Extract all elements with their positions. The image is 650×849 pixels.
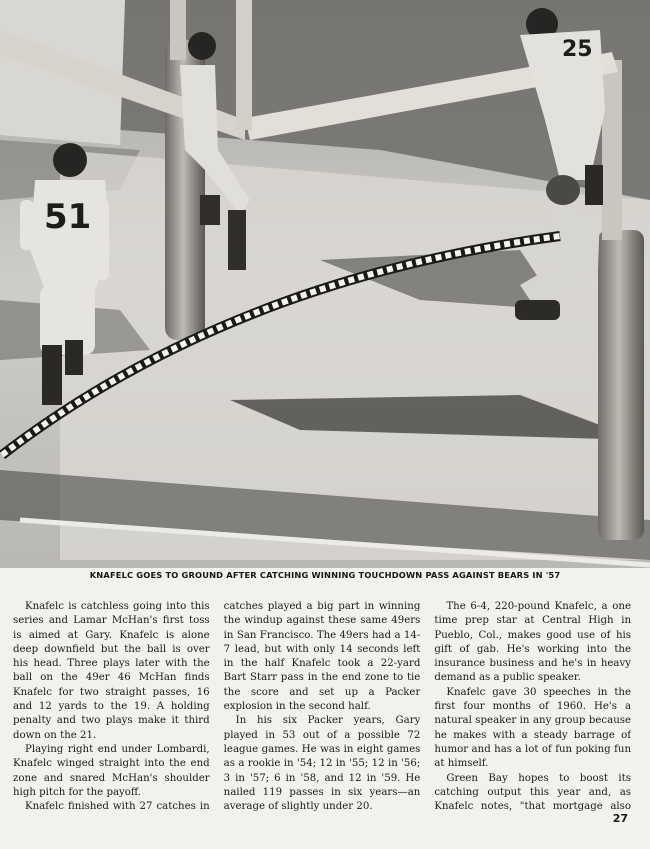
paragraph: catches played a big part in winning the windup against these same 49ers in San Francisco. The 49ers had a 14-7 lead, but with only 14 seconds left in the half Knafelc took a 22-yard Bart Starr pass in the end zone to tie the score and set up a Packer explosion in the second half. bbox=[223, 601, 421, 713]
photo-caption: KNAFELC GOES TO GROUND AFTER CATCHING WINNING TOUCHDOWN PASS AGAINST BEARS IN '57 bbox=[89, 570, 561, 580]
column-3 bbox=[434, 600, 631, 812]
paragraph: Playing right end under Lombardi, Knafelc winged straight into the end zone and snared McHan's shoulder high pitch for the payoff. bbox=[13, 743, 210, 798]
paragraph: Green Bay hopes to boost its catching output this year and, as Knafelc notes, "that mortgage also bbox=[434, 772, 632, 812]
paragraph: Knafelc gave 30 speeches in the first four months of 1960. He's a natural speaker in any group because he makes with a steady barrage of humor and has a lot of fun poking fun at himself. bbox=[434, 686, 632, 770]
jersey-number-51: 51 bbox=[44, 197, 92, 237]
jersey-number-25: 25 bbox=[562, 37, 593, 62]
paragraph: Knafelc finished with 27 catches in bbox=[25, 801, 210, 812]
article-body bbox=[13, 600, 631, 812]
paragraph: In his six Packer years, Gary played in 53 out of a possible 72 league games. He was in eight games as a rookie in '54; 12 in '55; 12 in '56; 3 in '57; 6 in '58, and 12 in '59. He nailed 119 passes in six years—an average of slightly under 20. bbox=[223, 715, 421, 812]
paragraph: The 6-4, 220-pound Knafelc, a one time prep star at Central High in Pueblo, Col., makes good use of his gift of gab. He's working into the insurance business and he's in heavy demand as a public speaker. bbox=[434, 601, 632, 684]
paragraph: Knafelc is catchless going into this series and Lamar McHan's first toss is aimed at Gary. Knafelc is alone deep downfield but the ball is over his head. Three plays later with the ball on the 49er 46 McHan finds Knafelc for two straight passes, 16 and 12 yards to the 19. A holding penalty and two plays make it third down on the 21. bbox=[13, 601, 210, 741]
page-number: 27 bbox=[612, 812, 628, 825]
column-1 bbox=[13, 600, 210, 812]
column-2 bbox=[224, 600, 421, 812]
